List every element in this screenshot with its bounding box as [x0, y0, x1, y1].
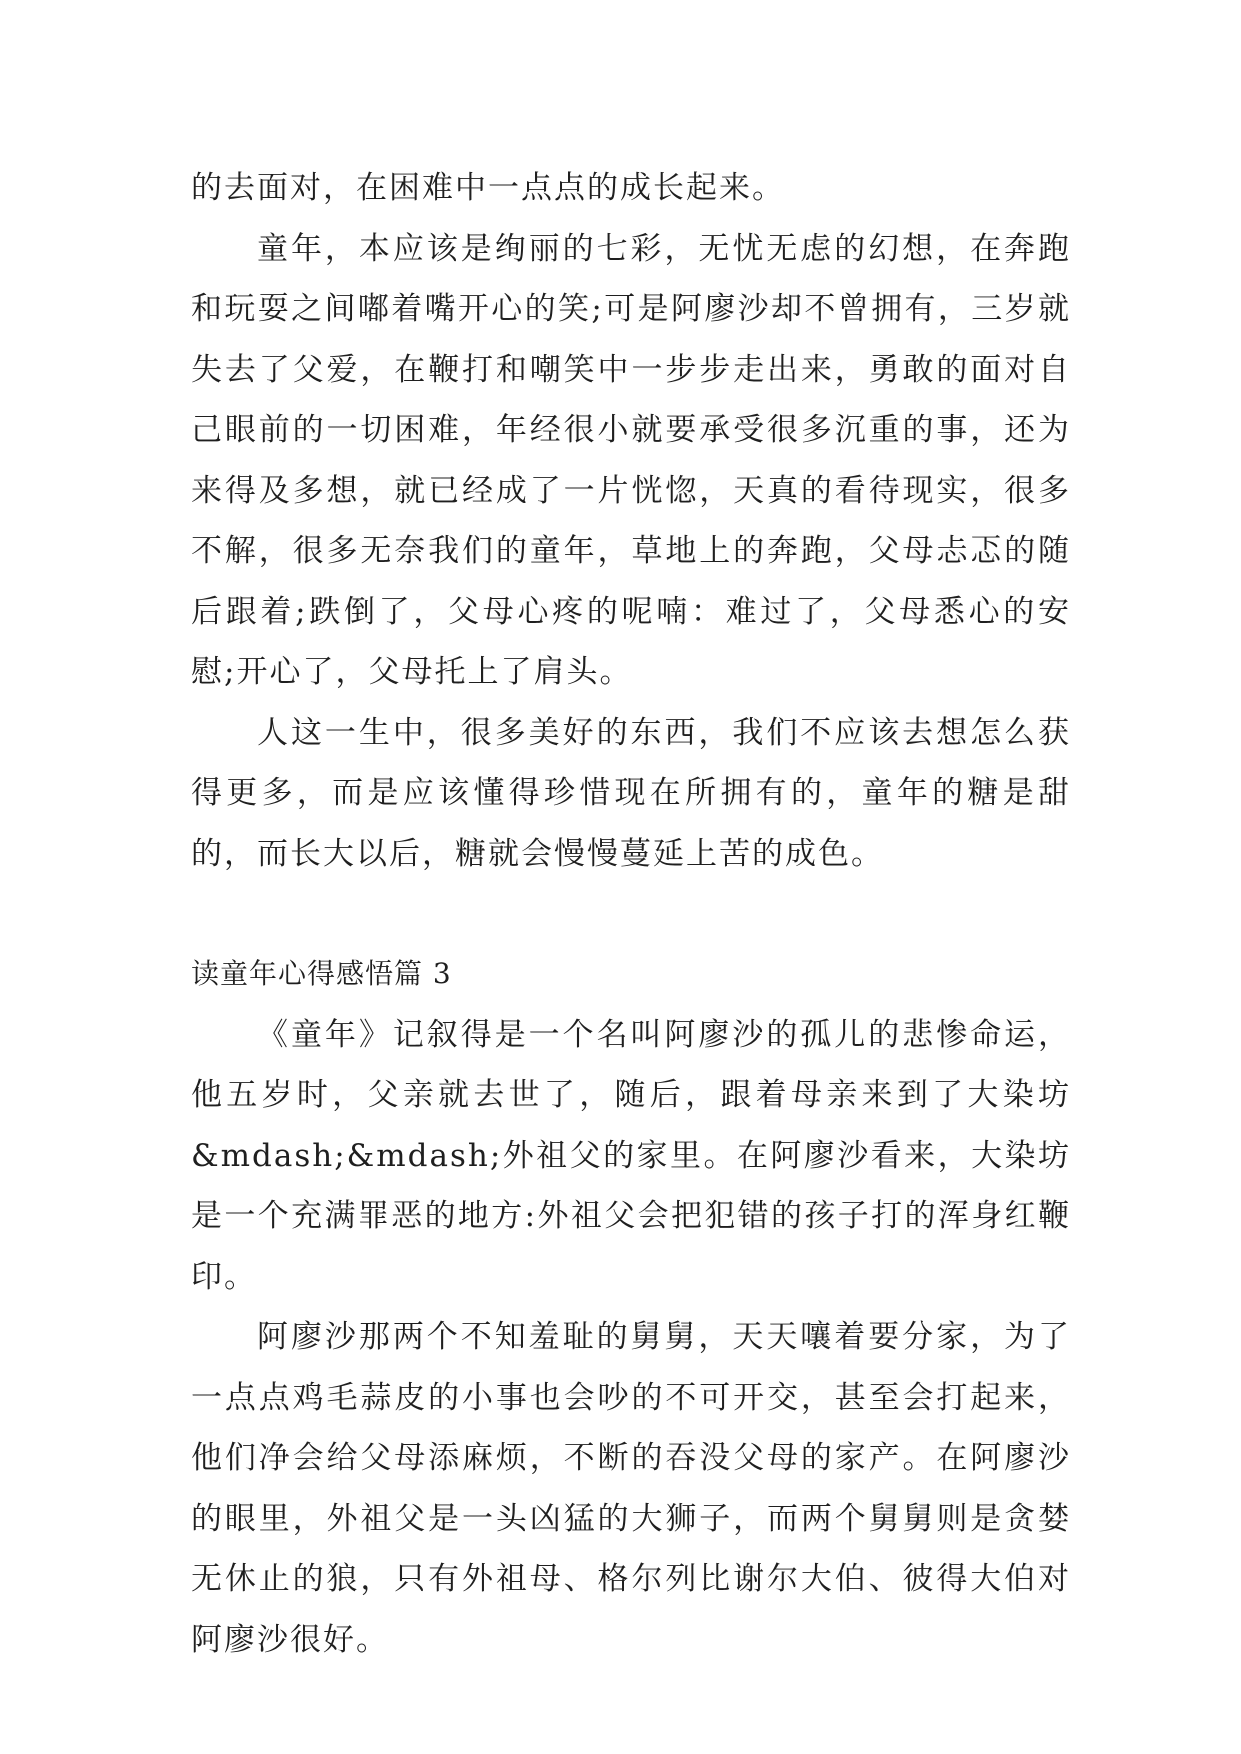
- paragraph-cherish: 人这一生中，很多美好的东西，我们不应该去想怎么获得更多，而是应该懂得珍惜现在所拥有的，童年的糖是甜的，而长大以后，糖就会慢慢蔓延上苦的成色。: [191, 714, 1071, 872]
- paragraph-childhood: 童年，本应该是绚丽的七彩，无忧无虑的幻想，在奔跑和玩耍之间嘟着嘴开心的笑;可是阿廖沙却不曾拥有，三岁就失去了父爱，在鞭打和嘲笑中一步步走出来，勇敢的面对自己眼前的一切困难，年经很小就要承受很多沉重的事，还为来得及多想，就已经成了一片恍惚，天真的看待现实，很多不解，很多无奈我们的童年，草地上的奔跑，父母忐忑的随后跟着;跌倒了，父母心疼的呢喃：难过了，父母悉心的安慰;开心了，父母托上了肩头。: [191, 230, 1071, 690]
- document-body: [191, 158, 1071, 1670]
- opening-line: 的去面对，在困难中一点点的成长起来。: [191, 170, 785, 206]
- paragraph-story-summary: 《童年》记叙得是一个名叫阿廖沙的孤儿的悲惨命运，他五岁时，父亲就去世了，随后，跟着母亲来到了大染坊&mdash;&mdash;外祖父的家里。在阿廖沙看来，大染坊是一个充满罪恶的地方:外祖父会把犯错的孩子打的浑身红鞭印。: [191, 1016, 1071, 1295]
- paragraph-uncles: 阿廖沙那两个不知羞耻的舅舅，天天嚷着要分家，为了一点点鸡毛蒜皮的小事也会吵的不可开交，甚至会打起来，他们净会给父母添麻烦，不断的吞没父母的家产。在阿廖沙的眼里，外祖父是一头凶猛的大狮子，而两个舅舅则是贪婪无休止的狼，只有外祖母、格尔列比谢尔大伯、彼得大伯对阿廖沙很好。: [191, 1319, 1071, 1658]
- section-spacer: [191, 884, 1071, 944]
- section-heading: 读童年心得感悟篇 3: [191, 957, 452, 990]
